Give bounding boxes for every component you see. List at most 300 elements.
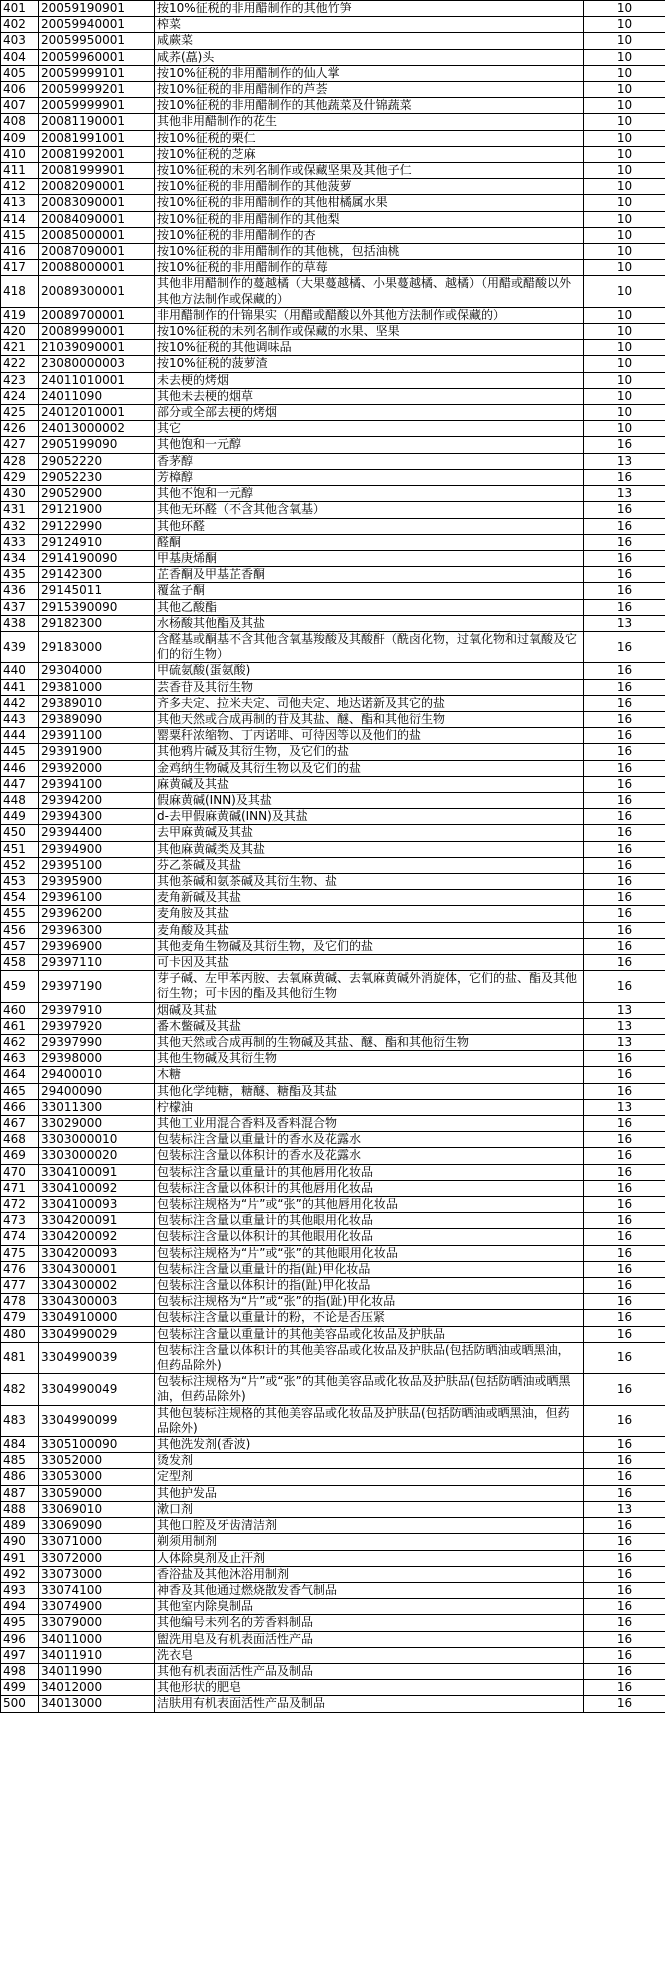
cell-seq: 473 (1, 1213, 39, 1229)
cell-seq: 472 (1, 1197, 39, 1213)
cell-rate: 10 (584, 405, 665, 421)
cell-code: 29394400 (39, 825, 155, 841)
cell-code: 3304300001 (39, 1261, 155, 1277)
cell-code: 29122990 (39, 518, 155, 534)
cell-code: 34011000 (39, 1631, 155, 1647)
table-row (1, 1261, 665, 1277)
cell-seq: 497 (1, 1647, 39, 1663)
cell-name: 烟碱及其盐 (155, 1002, 584, 1018)
cell-code: 29391100 (39, 728, 155, 744)
cell-code: 20083090001 (39, 195, 155, 211)
cell-rate: 16 (584, 1485, 665, 1501)
cell-name: 覆盆子酮 (155, 583, 584, 599)
cell-code: 20059940001 (39, 17, 155, 33)
cell-code: 20059999901 (39, 98, 155, 114)
cell-seq: 490 (1, 1534, 39, 1550)
table-row (1, 1566, 665, 1582)
table-body (1, 1, 665, 1713)
cell-seq: 465 (1, 1083, 39, 1099)
cell-seq: 415 (1, 227, 39, 243)
cell-name: 按10%征税的非用醋制作的其他桃，包括油桃 (155, 244, 584, 260)
cell-code: 29394100 (39, 776, 155, 792)
cell-code: 33011300 (39, 1099, 155, 1115)
cell-rate: 16 (584, 809, 665, 825)
cell-code: 20088000001 (39, 260, 155, 276)
cell-code: 20085000001 (39, 227, 155, 243)
cell-seq: 418 (1, 276, 39, 307)
cell-rate: 16 (584, 1229, 665, 1245)
cell-seq: 471 (1, 1180, 39, 1196)
cell-seq: 493 (1, 1582, 39, 1598)
cell-name: 其他天然或合成再制的生物碱及其盐、醚、酯和其他衍生物 (155, 1035, 584, 1051)
cell-code: 3304990049 (39, 1374, 155, 1405)
cell-code: 34011910 (39, 1647, 155, 1663)
cell-name: 定型剂 (155, 1469, 584, 1485)
cell-seq: 422 (1, 356, 39, 372)
cell-rate: 16 (584, 1294, 665, 1310)
cell-seq: 417 (1, 260, 39, 276)
cell-code: 20059190901 (39, 1, 155, 17)
cell-name: 包装标注含量以体积计的其他唇用化妆品 (155, 1180, 584, 1196)
cell-rate: 16 (584, 1469, 665, 1485)
table-row (1, 1213, 665, 1229)
table-row (1, 1180, 665, 1196)
cell-name: 按10%征税的非用醋制作的其他梨 (155, 211, 584, 227)
cell-code: 29400010 (39, 1067, 155, 1083)
cell-code: 20059950001 (39, 33, 155, 49)
cell-name: 其他工业用混合香料及香料混合物 (155, 1116, 584, 1132)
cell-rate: 16 (584, 1083, 665, 1099)
cell-seq: 433 (1, 534, 39, 550)
table-row (1, 1342, 665, 1373)
cell-rate: 16 (584, 550, 665, 566)
cell-name: 盥洗用皂及有机表面活性产品 (155, 1631, 584, 1647)
cell-rate: 10 (584, 98, 665, 114)
cell-name: 其他茶碱和氨茶碱及其衍生物、盐 (155, 873, 584, 889)
table-row (1, 1647, 665, 1663)
cell-name: 按10%征税的非用醋制作的杏 (155, 227, 584, 243)
cell-code: 3304990029 (39, 1326, 155, 1342)
cell-code: 34012000 (39, 1680, 155, 1696)
table-row (1, 1696, 665, 1712)
cell-name: 按10%征税的未列名制作或保藏坚果及其他子仁 (155, 163, 584, 179)
table-row (1, 1485, 665, 1501)
cell-rate: 16 (584, 1566, 665, 1582)
cell-rate: 16 (584, 922, 665, 938)
cell-code: 29052230 (39, 469, 155, 485)
cell-code: 3304200091 (39, 1213, 155, 1229)
cell-rate: 13 (584, 1018, 665, 1034)
cell-seq: 446 (1, 760, 39, 776)
cell-code: 20081999901 (39, 163, 155, 179)
cell-code: 3304990099 (39, 1405, 155, 1436)
cell-seq: 460 (1, 1002, 39, 1018)
cell-code: 21039090001 (39, 340, 155, 356)
cell-rate: 16 (584, 1180, 665, 1196)
cell-seq: 406 (1, 82, 39, 98)
table-row (1, 1518, 665, 1534)
table-row (1, 1116, 665, 1132)
table-row (1, 114, 665, 130)
cell-code: 29397920 (39, 1018, 155, 1034)
table-row (1, 1245, 665, 1261)
cell-seq: 467 (1, 1116, 39, 1132)
cell-code: 3304100093 (39, 1197, 155, 1213)
cell-name: 神香及其他通过燃烧散发香气制品 (155, 1582, 584, 1598)
cell-name: 其他生物碱及其衍生物 (155, 1051, 584, 1067)
cell-rate: 16 (584, 1647, 665, 1663)
cell-code: 33069010 (39, 1501, 155, 1517)
cell-code: 29124910 (39, 534, 155, 550)
cell-seq: 492 (1, 1566, 39, 1582)
cell-seq: 499 (1, 1680, 39, 1696)
cell-name: 甲基庚烯酮 (155, 550, 584, 566)
cell-rate: 16 (584, 1534, 665, 1550)
cell-name: 芸香苷及其衍生物 (155, 679, 584, 695)
cell-name: 其他鸦片碱及其衍生物，及它们的盐 (155, 744, 584, 760)
cell-rate: 16 (584, 1051, 665, 1067)
cell-name: 按10%征税的芝麻 (155, 146, 584, 162)
cell-rate: 16 (584, 518, 665, 534)
table-row (1, 1534, 665, 1550)
table-row (1, 567, 665, 583)
cell-name: 按10%征税的非用醋制作的芦荟 (155, 82, 584, 98)
cell-seq: 411 (1, 163, 39, 179)
cell-name: 麦角酸及其盐 (155, 922, 584, 938)
cell-code: 29389090 (39, 711, 155, 727)
cell-code: 29183000 (39, 631, 155, 662)
cell-rate: 16 (584, 437, 665, 453)
cell-name: 按10%征税的非用醋制作的其他菠萝 (155, 179, 584, 195)
cell-name: 包装标注含量以体积计的其他美容品或化妆品及护肤品(包括防晒油或晒黑油，但药品除外) (155, 1342, 584, 1373)
cell-code: 24011010001 (39, 372, 155, 388)
cell-code: 3303000020 (39, 1148, 155, 1164)
cell-seq: 428 (1, 453, 39, 469)
cell-seq: 479 (1, 1310, 39, 1326)
cell-rate: 16 (584, 971, 665, 1002)
cell-seq: 409 (1, 130, 39, 146)
cell-seq: 437 (1, 599, 39, 615)
cell-code: 29398000 (39, 1051, 155, 1067)
cell-seq: 420 (1, 324, 39, 340)
cell-seq: 455 (1, 906, 39, 922)
cell-name: 按10%征税的非用醋制作的其他柑橘属水果 (155, 195, 584, 211)
cell-rate: 10 (584, 388, 665, 404)
table-row (1, 1663, 665, 1679)
cell-name: 含醛基或酮基不含其他含氧基羧酸及其酸酐（酰卤化物，过氧化物和过氧酸及它们的衍生物） (155, 631, 584, 662)
cell-seq: 424 (1, 388, 39, 404)
cell-seq: 405 (1, 65, 39, 81)
table-row (1, 1132, 665, 1148)
cell-seq: 402 (1, 17, 39, 33)
cell-seq: 489 (1, 1518, 39, 1534)
cell-name: 按10%征税的非用醋制作的草莓 (155, 260, 584, 276)
table-row (1, 1051, 665, 1067)
cell-rate: 16 (584, 631, 665, 662)
cell-code: 3303000010 (39, 1132, 155, 1148)
cell-seq: 487 (1, 1485, 39, 1501)
cell-seq: 461 (1, 1018, 39, 1034)
cell-rate: 16 (584, 1550, 665, 1566)
cell-seq: 464 (1, 1067, 39, 1083)
table-row (1, 356, 665, 372)
cell-name: 未去梗的烤烟 (155, 372, 584, 388)
table-row (1, 663, 665, 679)
cell-code: 33069090 (39, 1518, 155, 1534)
table-row (1, 890, 665, 906)
cell-seq: 427 (1, 437, 39, 453)
cell-rate: 10 (584, 260, 665, 276)
table-row (1, 437, 665, 453)
cell-seq: 439 (1, 631, 39, 662)
cell-rate: 16 (584, 599, 665, 615)
cell-rate: 10 (584, 65, 665, 81)
cell-code: 33059000 (39, 1485, 155, 1501)
table-row (1, 760, 665, 776)
cell-seq: 495 (1, 1615, 39, 1631)
table-row (1, 1083, 665, 1099)
cell-rate: 13 (584, 1002, 665, 1018)
cell-name: 柠檬油 (155, 1099, 584, 1115)
cell-code: 29396300 (39, 922, 155, 938)
cell-name: 包装标注规格为“片”或“张”的其他眼用化妆品 (155, 1245, 584, 1261)
cell-name: 醛酮 (155, 534, 584, 550)
table-row (1, 583, 665, 599)
cell-rate: 16 (584, 1067, 665, 1083)
cell-seq: 436 (1, 583, 39, 599)
cell-code: 29397910 (39, 1002, 155, 1018)
cell-code: 2905199090 (39, 437, 155, 453)
cell-code: 3304200093 (39, 1245, 155, 1261)
cell-code: 29397110 (39, 954, 155, 970)
cell-seq: 444 (1, 728, 39, 744)
cell-code: 29394900 (39, 841, 155, 857)
table-row (1, 631, 665, 662)
cell-rate: 16 (584, 1631, 665, 1647)
cell-code: 29145011 (39, 583, 155, 599)
cell-rate: 13 (584, 453, 665, 469)
table-row (1, 98, 665, 114)
cell-rate: 16 (584, 1245, 665, 1261)
cell-seq: 474 (1, 1229, 39, 1245)
table-row (1, 1631, 665, 1647)
cell-name: 其他麦角生物碱及其衍生物，及它们的盐 (155, 938, 584, 954)
cell-seq: 416 (1, 244, 39, 260)
table-row (1, 260, 665, 276)
cell-seq: 443 (1, 711, 39, 727)
table-row (1, 82, 665, 98)
table-row (1, 776, 665, 792)
cell-code: 29396100 (39, 890, 155, 906)
table-row (1, 1582, 665, 1598)
cell-seq: 462 (1, 1035, 39, 1051)
cell-name: 其他有机表面活性产品及制品 (155, 1663, 584, 1679)
cell-name: 香茅醇 (155, 453, 584, 469)
table-row (1, 1035, 665, 1051)
cell-seq: 458 (1, 954, 39, 970)
cell-name: 齐多夫定、拉米夫定、司他夫定、地达诺新及其它的盐 (155, 695, 584, 711)
cell-name: 其他护发品 (155, 1485, 584, 1501)
cell-seq: 481 (1, 1342, 39, 1373)
table-row (1, 1067, 665, 1083)
table-row (1, 1197, 665, 1213)
cell-seq: 449 (1, 809, 39, 825)
cell-rate: 16 (584, 857, 665, 873)
cell-name: 其他非用醋制作的蔓越橘（大果蔓越橘、小果蔓越橘、越橘）（用醋或醋酸以外其他方法制作或保藏的） (155, 276, 584, 307)
cell-rate: 16 (584, 1663, 665, 1679)
cell-rate: 10 (584, 114, 665, 130)
cell-seq: 459 (1, 971, 39, 1002)
cell-rate: 16 (584, 954, 665, 970)
cell-code: 23080000003 (39, 356, 155, 372)
cell-code: 20081992001 (39, 146, 155, 162)
cell-code: 20081190001 (39, 114, 155, 130)
cell-name: 部分或全部去梗的烤烟 (155, 405, 584, 421)
cell-name: 烫发剂 (155, 1453, 584, 1469)
cell-name: 麻黄碱及其盐 (155, 776, 584, 792)
cell-rate: 16 (584, 1148, 665, 1164)
cell-name: 香浴盐及其他沐浴用制剂 (155, 1566, 584, 1582)
cell-code: 20059999201 (39, 82, 155, 98)
table-row (1, 1164, 665, 1180)
table-row (1, 1469, 665, 1485)
cell-rate: 13 (584, 615, 665, 631)
cell-rate: 10 (584, 276, 665, 307)
table-row (1, 922, 665, 938)
cell-code: 20089300001 (39, 276, 155, 307)
cell-code: 3304300002 (39, 1278, 155, 1294)
table-row (1, 825, 665, 841)
cell-seq: 432 (1, 518, 39, 534)
cell-code: 29381000 (39, 679, 155, 695)
cell-seq: 431 (1, 502, 39, 518)
cell-rate: 10 (584, 356, 665, 372)
cell-name: 按10%征税的菠萝渣 (155, 356, 584, 372)
cell-name: 咸荞(藠)头 (155, 49, 584, 65)
cell-rate: 13 (584, 1501, 665, 1517)
cell-name: 其他无环醛（不含其他含氧基） (155, 502, 584, 518)
cell-seq: 412 (1, 179, 39, 195)
table-row (1, 469, 665, 485)
cell-rate: 10 (584, 340, 665, 356)
cell-seq: 421 (1, 340, 39, 356)
table-row (1, 695, 665, 711)
cell-seq: 466 (1, 1099, 39, 1115)
table-row (1, 1550, 665, 1566)
cell-rate: 16 (584, 1615, 665, 1631)
cell-name: 其他未去梗的烟草 (155, 388, 584, 404)
cell-name: 芽子碱、左甲苯丙胺、去氧麻黄碱、去氧麻黄碱外消旋体，它们的盐、酯及其他衍生物；可卡因的酯及其他衍生物 (155, 971, 584, 1002)
cell-seq: 483 (1, 1405, 39, 1436)
cell-seq: 445 (1, 744, 39, 760)
table-row (1, 679, 665, 695)
cell-seq: 500 (1, 1696, 39, 1712)
table-row (1, 1278, 665, 1294)
cell-code: 29142300 (39, 567, 155, 583)
cell-rate: 10 (584, 1, 665, 17)
table-row (1, 163, 665, 179)
table-row (1, 1501, 665, 1517)
cell-code: 33074100 (39, 1582, 155, 1598)
cell-rate: 16 (584, 1374, 665, 1405)
cell-code: 29395900 (39, 873, 155, 889)
table-row (1, 1405, 665, 1436)
cell-rate: 10 (584, 49, 665, 65)
cell-rate: 16 (584, 1164, 665, 1180)
cell-seq: 478 (1, 1294, 39, 1310)
cell-rate: 16 (584, 583, 665, 599)
cell-seq: 486 (1, 1469, 39, 1485)
cell-name: 假麻黄碱(INN)及其盐 (155, 792, 584, 808)
cell-rate: 16 (584, 873, 665, 889)
cell-rate: 10 (584, 307, 665, 323)
cell-name: 包装标注含量以重量计的其他唇用化妆品 (155, 1164, 584, 1180)
cell-code: 29397190 (39, 971, 155, 1002)
cell-rate: 10 (584, 130, 665, 146)
cell-rate: 16 (584, 825, 665, 841)
table-row (1, 211, 665, 227)
cell-seq: 434 (1, 550, 39, 566)
cell-name: 包装标注含量以重量计的粉，不论是否压紧 (155, 1310, 584, 1326)
cell-rate: 16 (584, 1453, 665, 1469)
cell-rate: 16 (584, 695, 665, 711)
cell-seq: 450 (1, 825, 39, 841)
table-row (1, 276, 665, 307)
cell-seq: 425 (1, 405, 39, 421)
cell-code: 33079000 (39, 1615, 155, 1631)
cell-code: 20084090001 (39, 211, 155, 227)
cell-rate: 16 (584, 534, 665, 550)
cell-name: 漱口剂 (155, 1501, 584, 1517)
cell-seq: 463 (1, 1051, 39, 1067)
cell-seq: 413 (1, 195, 39, 211)
cell-code: 29391900 (39, 744, 155, 760)
cell-rate: 10 (584, 227, 665, 243)
cell-name: 按10%征税的栗仁 (155, 130, 584, 146)
cell-seq: 456 (1, 922, 39, 938)
cell-rate: 10 (584, 195, 665, 211)
table-row (1, 324, 665, 340)
cell-rate: 10 (584, 82, 665, 98)
cell-seq: 410 (1, 146, 39, 162)
table-row (1, 1615, 665, 1631)
cell-seq: 488 (1, 1501, 39, 1517)
cell-rate: 16 (584, 776, 665, 792)
cell-name: 水杨酸其他酯及其盐 (155, 615, 584, 631)
table-row (1, 938, 665, 954)
cell-name: 按10%征税的非用醋制作的其他蔬菜及什锦蔬菜 (155, 98, 584, 114)
cell-seq: 429 (1, 469, 39, 485)
table-row (1, 307, 665, 323)
table-row (1, 954, 665, 970)
table-row (1, 809, 665, 825)
cell-rate: 10 (584, 244, 665, 260)
cell-name: 榨菜 (155, 17, 584, 33)
cell-name: 其他环醛 (155, 518, 584, 534)
cell-name: 其他不饱和一元醇 (155, 486, 584, 502)
table-row (1, 502, 665, 518)
table-row (1, 518, 665, 534)
cell-code: 33071000 (39, 1534, 155, 1550)
cell-rate: 10 (584, 17, 665, 33)
cell-code: 33053000 (39, 1469, 155, 1485)
cell-seq: 414 (1, 211, 39, 227)
cell-code: 3304200092 (39, 1229, 155, 1245)
table-row (1, 1374, 665, 1405)
cell-rate: 16 (584, 1132, 665, 1148)
table-row (1, 906, 665, 922)
table-row (1, 1002, 665, 1018)
